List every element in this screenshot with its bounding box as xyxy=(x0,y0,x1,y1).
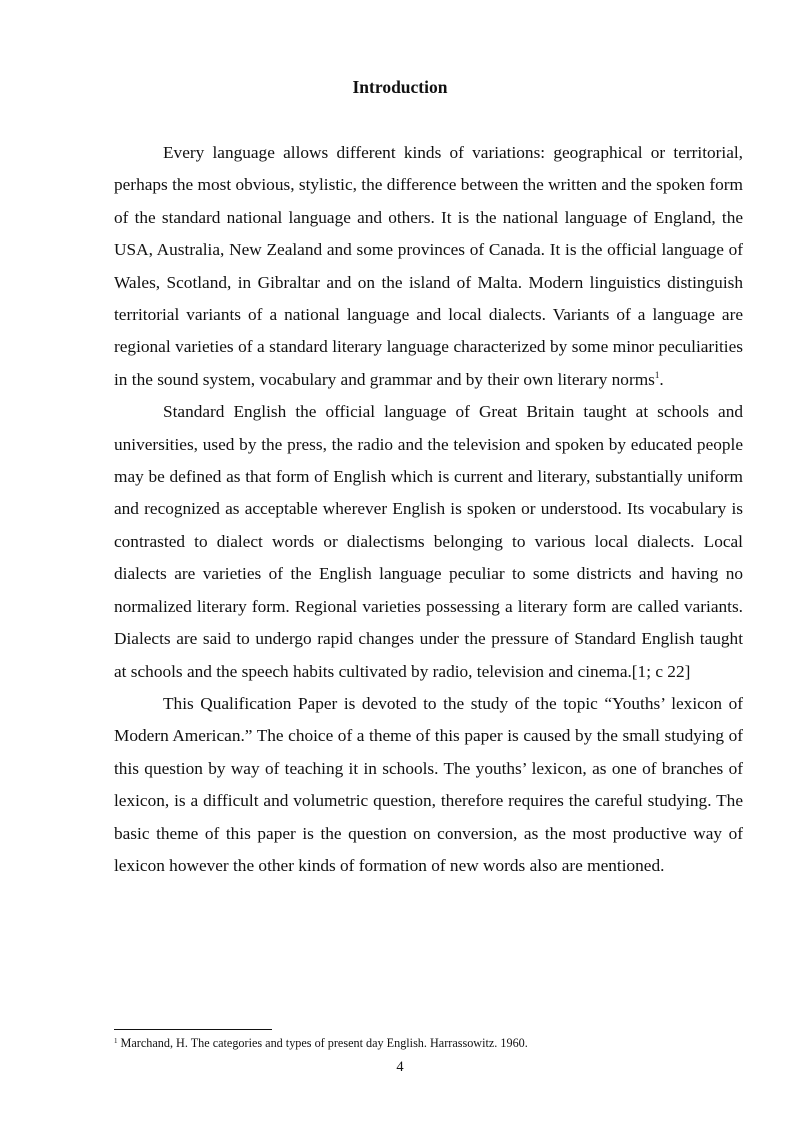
paragraph-2-text: Standard English the official language of Great Britain taught at schools and universities, used by the press, the radio and the television and spoken by educated people may be defined as that form of English which is current and literary, substantially uniform and recognized as acceptable wherever English is spoken or understood. Its vocabulary is contrasted to dialect words or dialectisms belonging to various local dialects. Local dialects are varieties of the English language peculiar to some districts and having no normalized literary form. Regional varieties possessing a literary form are called variants. Dialects are said to undergo rapid changes under the pressure of Standard English taught at schools and the speech habits cultivated by radio, television and cinema.[1; c 22] xyxy=(114,402,743,681)
footnote xyxy=(114,1035,743,1051)
paragraph-3 xyxy=(114,688,743,882)
paragraph-2 xyxy=(114,396,743,688)
page-number: 4 xyxy=(396,1059,404,1075)
paragraph-1 xyxy=(114,137,743,396)
footnote-text: Marchand, H. The categories and types of present day English. Harrassowitz. 1960. xyxy=(117,1036,528,1050)
paragraph-1-text: Every language allows different kinds of variations: geographical or territorial, perhaps the most obvious, stylistic, the difference between the written and the spoken form of the standard national language and others. It is the national language of England, the USA, Australia, New Zealand and some provinces of Canada. It is the official language of Wales, Scotland, in Gibraltar and on the island of Malta. Modern linguistics distinguish territorial variants of a national language and local dialects. Variants of a language are regional varieties of a standard literary language characterized by some minor peculiarities in the sound system, vocabulary and grammar and by their own literary norms xyxy=(114,143,743,389)
footnote-marker: 1 xyxy=(114,1037,118,1045)
paragraph-1-end: . xyxy=(659,369,664,389)
body-text xyxy=(114,137,743,882)
page-title: Introduction xyxy=(352,77,448,97)
paragraph-3-text: This Qualification Paper is devoted to the study of the topic “Youths’ lexicon of Modern American.” The choice of a theme of this paper is caused by the small studying of this question by way of teaching it in schools. The youths’ lexicon, as one of branches of lexicon, is a difficult and volumetric question, therefore requires the careful studying. The basic theme of this paper is the question on conversion, as the most productive way of lexicon however the other kinds of formation of new words also are mentioned. xyxy=(114,693,743,875)
footnote-reference[interactable]: 1 xyxy=(654,369,660,380)
footnote-separator xyxy=(114,1029,272,1030)
